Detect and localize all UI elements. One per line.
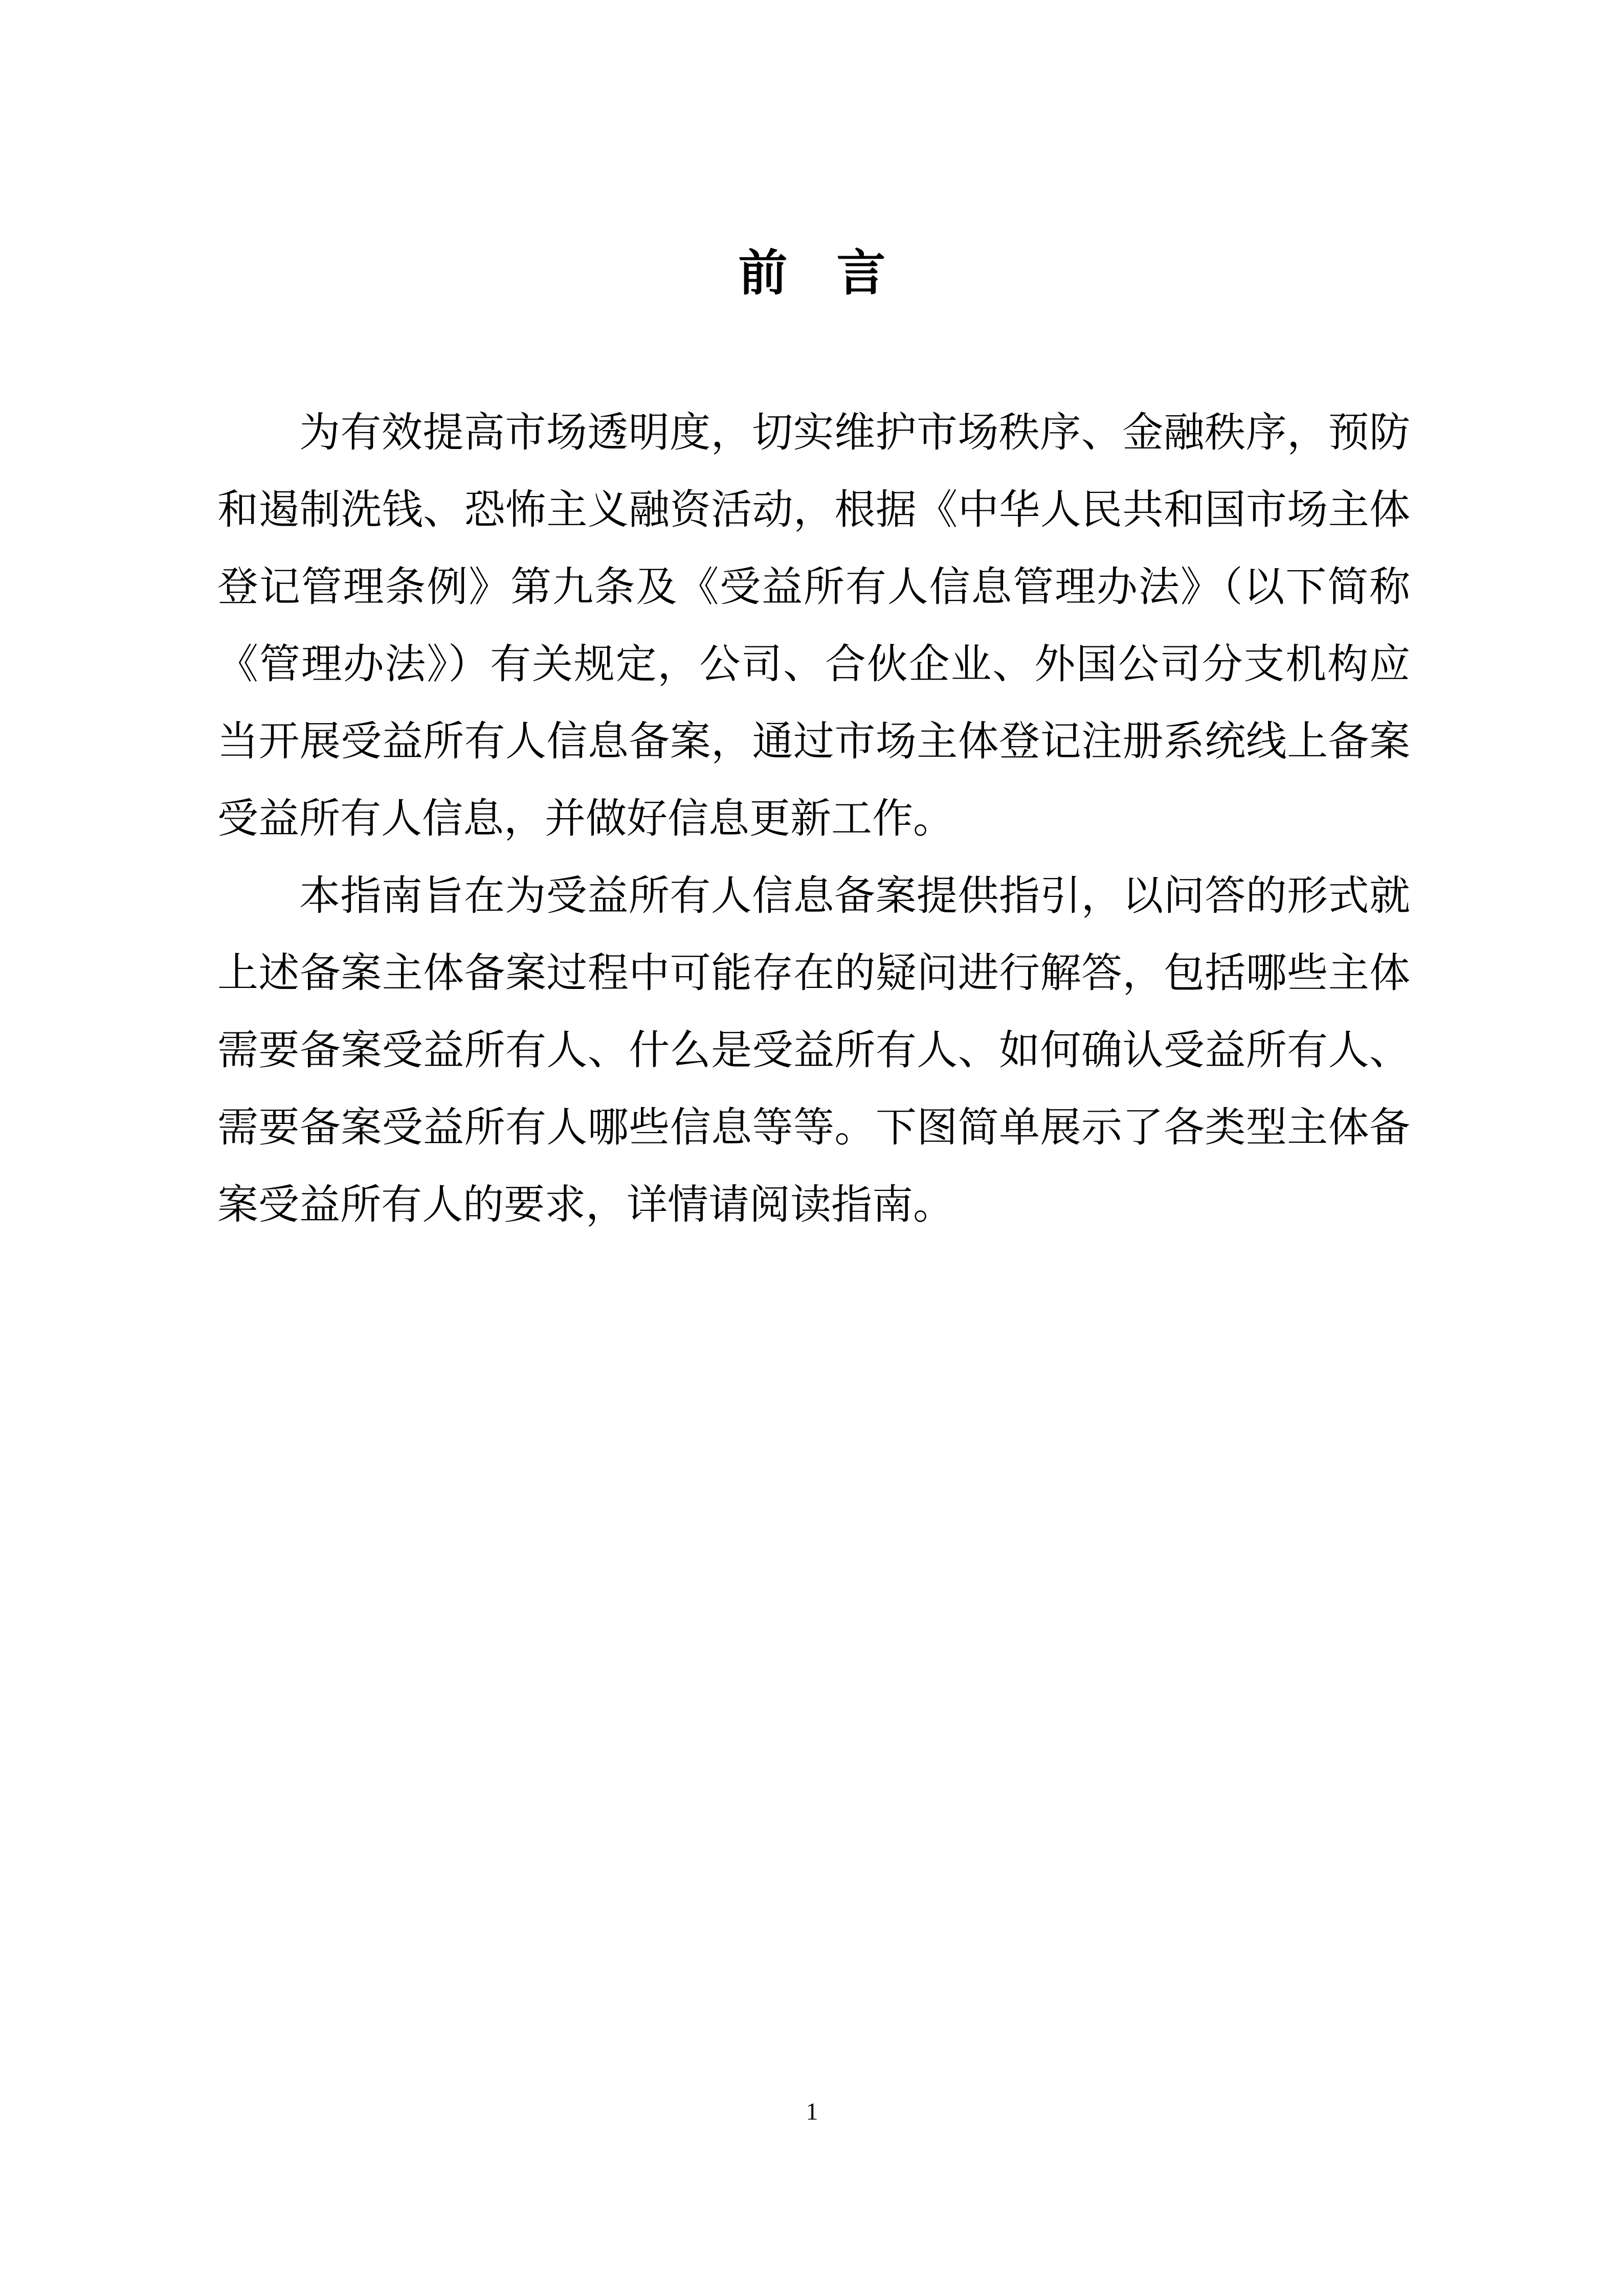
body-text — [217, 395, 1410, 1244]
paragraph-2: 本指南旨在为受益所有人信息备案提供指引，以问答的形式就上述备案主体备案过程中可能存在的疑问进行解答，包括哪些主体需要备案受益所有人、什么是受益所有人、如何确认受益所有人、需要备案受益所有人哪些信息等等。下图简单展示了各类型主体备案受益所有人的要求，详情请阅读指南。 — [217, 874, 1410, 1228]
paragraph-1: 为有效提高市场透明度，切实维护市场秩序、金融秩序，预防和遏制洗钱、恐怖主义融资活动，根据《中华人民共和国市场主体登记管理条例》第九条及《受益所有人信息管理办法》（以下简称《管理办法》）有关规定，公司、合伙企业、外国公司分支机构应当开展受益所有人信息备案，通过市场主体登记注册系统线上备案受益所有人信息，并做好信息更新工作。 — [217, 411, 1410, 842]
page-number: 1 — [806, 2098, 818, 2125]
page-title: 前 言 — [738, 246, 886, 301]
